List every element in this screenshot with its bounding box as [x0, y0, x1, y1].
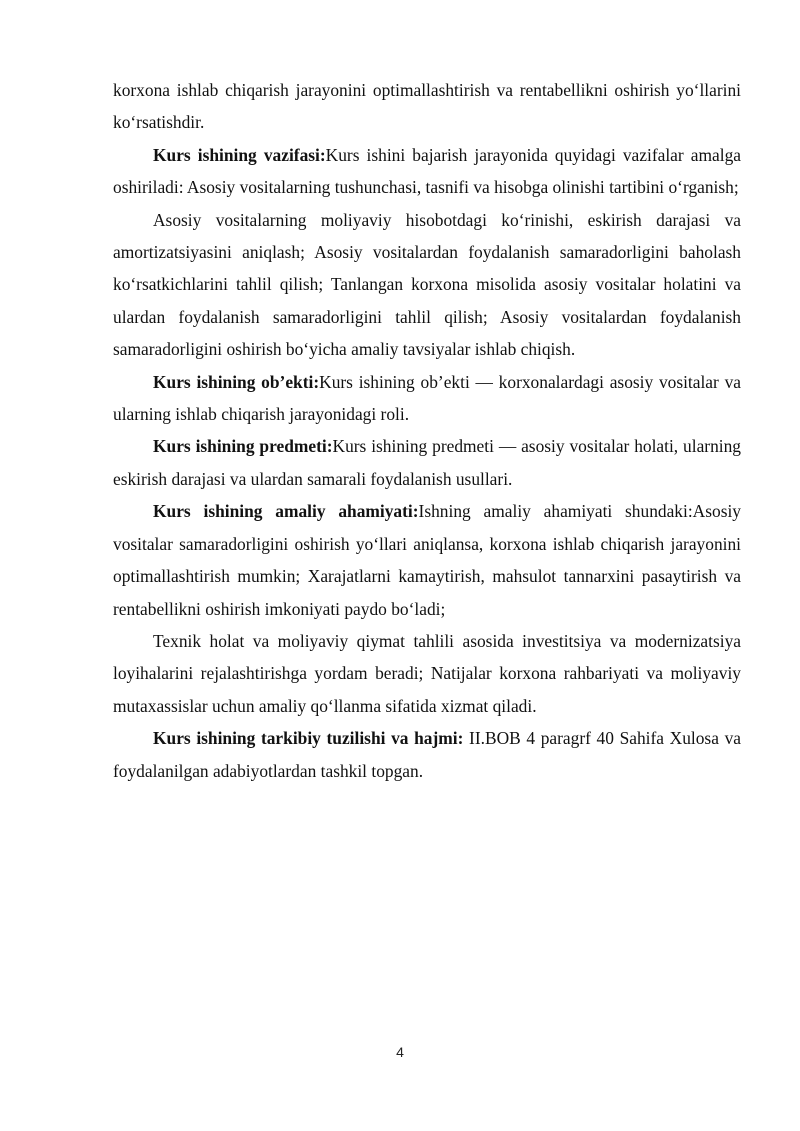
paragraph-text: Kurs ishining ob’ekti — korxonalardagi asosiy vositalar va ularning ishlab chiqarish jarayonidagi roli. — [113, 371, 741, 425]
paragraph-heading: Kurs ishining amaliy ahamiyati: — [153, 501, 419, 522]
document-body — [113, 74, 741, 787]
paragraph-practical-significance — [113, 495, 741, 625]
paragraph-heading: Kurs ishining tarkibiy tuzilishi va hajmi: — [153, 728, 464, 749]
paragraph-purpose-continuation — [113, 74, 741, 139]
paragraph-text: II.BOB 4 paragrf 40 Sahifa Xulosa va foydalanilgan adabiyotlardan tashkil topgan. — [113, 728, 741, 781]
paragraph-heading: Kurs ishining vazifasi: — [153, 144, 326, 165]
paragraph-heading: Kurs ishining predmeti: — [153, 436, 333, 457]
paragraph-text: Texnik holat va moliyaviy qiymat tahlili asosida investitsiya va modernizatsiya loyihalarini rejalashtirishga yordam beradi; Natijalar korxona rahbariyati va moliyaviy mutaxassislar uchun amaliy qo‘llanma sifatida xizmat qiladi. — [113, 630, 741, 716]
paragraph-text: Ishning amaliy ahamiyati shundaki:Asosiy vositalar samaradorligini oshirish yo‘llari aniqlansa, korxona ishlab chiqarish jarayonini optimallashtirish mumkin; Xarajatlarni kamaytirish, mahsulot tannarxini pasaytirish va rentabellikni oshirish imkoniyati paydo bo‘ladi; — [113, 501, 741, 619]
paragraph-text: Kurs ishini bajarish jarayonida quyidagi vazifalar amalga oshiriladi: Asosiy vositalarning tushunchasi, tasnifi va hisobga olinishi tartibini o‘rganish; — [113, 144, 741, 198]
paragraph-tasks — [113, 139, 741, 204]
paragraph-text: korxona ishlab chiqarish jarayonini optimallashtirish va rentabellikni oshirish yo‘llarini ko‘rsatishdir. — [113, 80, 741, 133]
paragraph-object — [113, 366, 741, 431]
paragraph-subject — [113, 430, 741, 495]
paragraph-practical-significance-continued — [113, 625, 741, 722]
paragraph-text: Asosiy vositalarning moliyaviy hisobotdagi ko‘rinishi, eskirish darajasi va amortizatsiyasini aniqlash; Asosiy vositalardan foydalanish samaradorligini baholash ko‘rsatkichlarini tahlil qilish; Tanlangan korxona misolida asosiy vositalar holatini va ulardan foydalanish samaradorligini tahlil qilish; Asosiy vositalardan foydalanish samaradorligini oshirish bo‘yicha amaliy tavsiyalar ishlab chiqish. — [113, 209, 741, 360]
page-number: 4 — [396, 1044, 404, 1060]
paragraph-structure — [113, 722, 741, 787]
paragraph-tasks-list — [113, 204, 741, 366]
paragraph-heading: Kurs ishining ob’ekti: — [153, 371, 320, 392]
paragraph-text: Kurs ishining predmeti — asosiy vositalar holati, ularning eskirish darajasi va ulardan samarali foydalanish usullari. — [113, 436, 741, 489]
